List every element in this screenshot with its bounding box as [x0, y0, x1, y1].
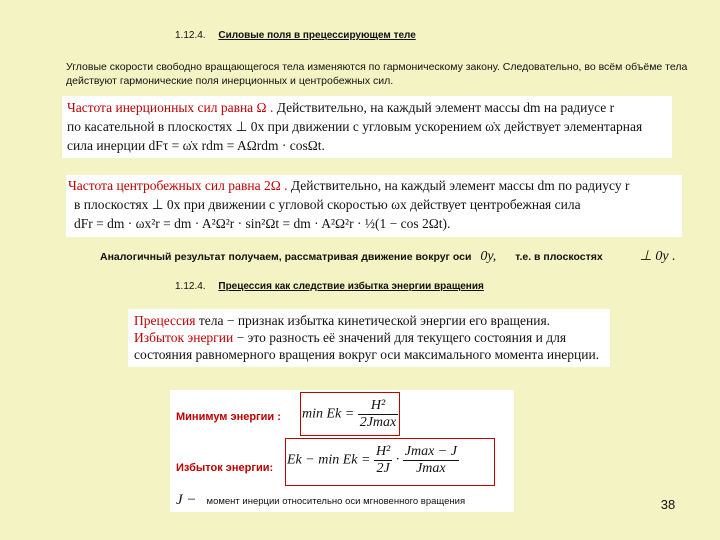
section-number: 1.12.4.	[175, 30, 206, 41]
analog-mid-text: т.е. в плоскостях	[515, 251, 603, 263]
box1-line1-text: Действительно, на каждый элемент массы dm на радиусе r	[273, 100, 615, 115]
j-symbol: J −	[176, 492, 197, 508]
section-number: 1.12.4.	[175, 281, 206, 292]
section-title: Силовые поля в прецессирующем теле	[218, 30, 416, 41]
box3-line2-text: − это разность её значений для текущего состояния и для	[233, 330, 567, 345]
excess-numerator-2: Jmax − J	[404, 444, 457, 459]
j-definition-text: момент инерции относительно оси мгновенного вращения	[206, 496, 466, 507]
box1-formula: сила инерции dFτ = ω̇x rdm = AΩrdm · cosΩt.	[67, 138, 325, 153]
excess-numerator-1: H²	[375, 444, 391, 459]
box3-line1	[134, 313, 550, 329]
box2-line1-text: Действительно, на каждый элемент массы dm по радиусу r	[287, 178, 630, 193]
precession-definition-box	[128, 309, 610, 367]
intro-paragraph: Угловые скорости свободно вращающегося тела изменяются по гармоническому закону. Следовательно, во всём объёме тела действуют гармонические поля инерционных и центробежных сил.	[66, 61, 688, 87]
min-energy-label: Минимум энергии :	[176, 411, 281, 423]
box2-line2: в плоскостях ⊥ 0x при движении с угловой скоростью ωx действует центробежная сила	[74, 197, 581, 212]
excess-denominator-1: 2J	[376, 461, 390, 476]
excess-multiply: ·	[395, 452, 400, 468]
inertial-force-box	[62, 96, 672, 158]
precession-term: Прецессия	[134, 313, 196, 328]
page-number: 38	[660, 497, 676, 512]
min-formula-lhs: min Ek =	[302, 406, 355, 422]
box2-line1	[68, 178, 629, 194]
box1-line1	[67, 100, 614, 116]
section-title: Прецессия как следствие избытка энергии вращения	[218, 281, 484, 292]
energy-formulas-box	[170, 390, 514, 512]
excess-energy-label: Избыток энергии:	[176, 462, 274, 474]
inertial-frequency-statement: Частота инерционных сил равна Ω .	[67, 100, 274, 115]
j-definition	[176, 491, 465, 509]
section-heading-1	[175, 30, 416, 41]
analog-text: Аналогичный результат получаем, рассматривая движение вокруг оси	[100, 251, 472, 263]
excess-energy-term: Избыток энергии	[134, 330, 234, 345]
min-denominator: 2Jmax	[359, 415, 397, 430]
centrifugal-force-box	[66, 175, 682, 237]
excess-denominator-2: Jmax	[416, 461, 446, 476]
box1-line2: по касательной в плоскостях ⊥ 0x при движении с угловым ускорением ω̇x действует элементарная	[67, 119, 643, 134]
min-numerator: H²	[358, 398, 399, 415]
centrifugal-frequency-statement: Частота центробежных сил равна 2Ω .	[68, 178, 288, 193]
analog-axis-2: ⊥ 0y .	[639, 249, 676, 264]
min-energy-frame	[300, 392, 400, 436]
analog-line	[100, 248, 676, 265]
box3-line3: состояния равномерного вращения вокруг оси максимального момента инерции.	[134, 347, 600, 362]
box3-line1-text: тела − признак избытка кинетической энергии его вращения.	[195, 313, 551, 328]
box2-formula: dFr = dm · ωx²r = dm · A²Ω²r · sin²Ωt = dm · A²Ω²r · ½(1 − cos 2Ωt).	[74, 216, 451, 231]
excess-energy-frame	[285, 438, 495, 486]
box3-line2	[134, 330, 566, 346]
section-heading-2	[175, 281, 484, 292]
excess-formula-lhs: Ek − min Ek =	[287, 452, 371, 468]
analog-axis-1: 0y,	[480, 249, 497, 264]
